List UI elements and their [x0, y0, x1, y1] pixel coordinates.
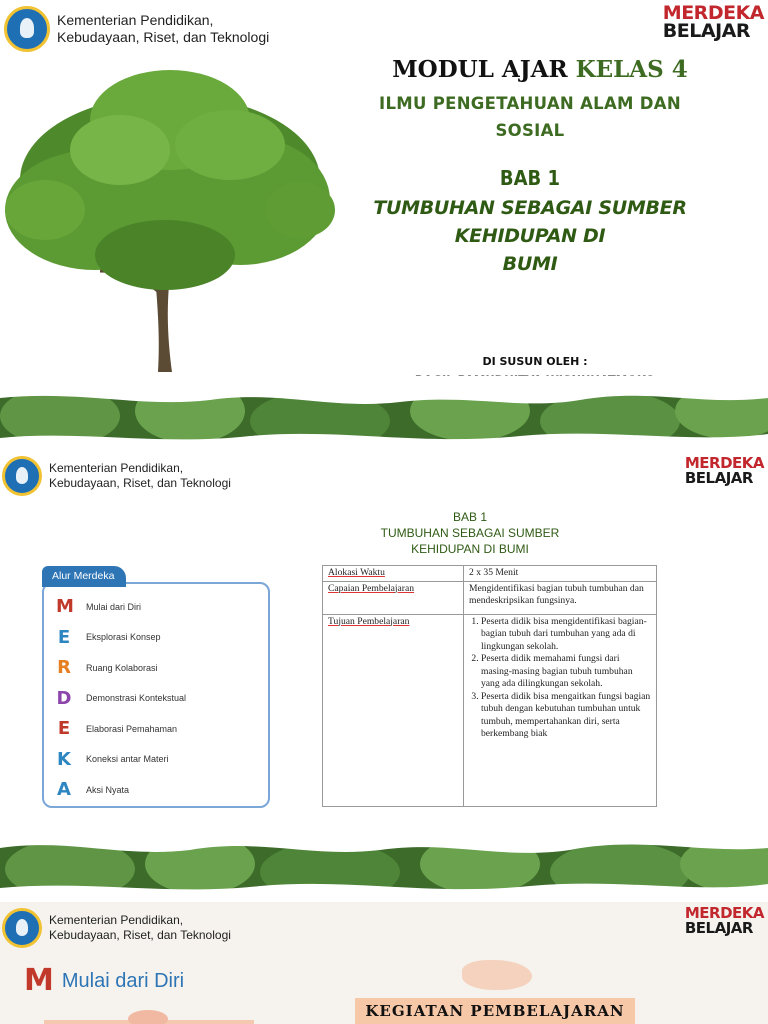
ministry-header — [2, 908, 231, 948]
alur-item-label: Aksi Nyata — [86, 784, 130, 795]
alur-item-label: Eksplorasi Konsep — [86, 632, 161, 642]
decorative-blob — [462, 960, 532, 990]
tree-illustration — [0, 60, 340, 380]
tut-wuri-handayani-logo-icon — [2, 908, 42, 948]
subject-title — [345, 90, 715, 144]
table-cell-value — [464, 614, 657, 806]
ministry-name-line1: Kementerian Pendidikan, — [49, 461, 184, 475]
ministry-name-line1: Kementerian Pendidikan, — [49, 913, 184, 927]
alur-letter-icon: A — [57, 779, 71, 800]
alur-letter-icon: K — [57, 748, 71, 770]
merdeka-belajar-logo — [685, 906, 764, 936]
table-cell-label: Capaian Pembelajaran — [323, 581, 464, 614]
mulai-dari-diri-heading — [24, 963, 185, 998]
alur-merdeka-tab: Alur Merdeka — [42, 566, 126, 587]
tut-wuri-handayani-logo-icon — [2, 456, 42, 496]
ministry-name-line2: Kebudayaan, Riset, dan Teknologi — [57, 29, 270, 45]
chapter-title-line2: BUMI — [502, 253, 558, 275]
alur-merdeka-item — [56, 657, 158, 678]
table-cell-value: 2 x 35 Menit — [464, 566, 657, 582]
list-item: 2. Peserta didik memahami fungsi dari masing-masing bagian tubuh tumbuhan yang ada dilingkungan sekolah. — [481, 653, 651, 691]
alur-merdeka-item — [56, 596, 141, 617]
table-cell-label: Tujuan Pembelajaran — [323, 614, 464, 806]
cover-slide — [0, 0, 768, 452]
ministry-name-line2: Kebudayaan, Riset, dan Teknologi — [49, 928, 231, 942]
table-cell-value: Mengidentifikasi bagian tubuh tumbuhan dan mendeskripsikan fungsinya. — [464, 581, 657, 614]
alur-letter-icon: E — [57, 626, 71, 648]
author-heading: DI SUSUN OLEH : — [482, 355, 588, 368]
alur-letter-icon: E — [57, 718, 71, 739]
alur-item-label: Mulai dari Diri — [86, 601, 142, 612]
leaves-footer-image — [0, 376, 768, 452]
alur-item-label: Elaborasi Pemahaman — [86, 723, 178, 734]
chapter-label: BAB 1 — [499, 166, 561, 190]
chapter-heading — [335, 509, 605, 557]
list-item: 1. Peserta didik bisa mengidentifikasi bagian-bagian tubuh dari tumbuhan yang ada di lingkungan sekolah. — [481, 616, 651, 654]
module-title — [355, 56, 725, 83]
kegiatan-pembelajaran-title: KEGIATAN PEMBELAJARAN — [365, 1002, 625, 1020]
learning-objectives-list — [469, 616, 651, 741]
merdeka-logo-line1: MERDEKA — [684, 904, 764, 922]
activity-slide — [0, 902, 768, 1024]
chapter-title-line1: TUMBUHAN SEBAGAI SUMBER — [380, 526, 560, 540]
decorative-blob — [128, 1010, 168, 1024]
alur-letter-icon: R — [57, 657, 71, 678]
alur-merdeka-item — [56, 627, 161, 648]
mulai-dari-diri-m-icon: M — [24, 963, 54, 998]
alur-item-label: Demonstrasi Kontekstual — [86, 693, 187, 703]
ministry-name — [49, 913, 231, 943]
alur-merdeka-item — [56, 688, 186, 709]
learning-info-table — [322, 565, 657, 807]
merdeka-belajar-logo — [663, 4, 764, 40]
mulai-dari-diri-label: Mulai dari Diri — [61, 969, 185, 992]
chapter-title — [340, 194, 720, 278]
merdeka-logo-line2: BELAJAR — [684, 919, 753, 937]
merdeka-logo-line2: BELAJAR — [684, 469, 753, 487]
ministry-header — [2, 456, 231, 496]
alur-merdeka-item — [56, 779, 129, 800]
tut-wuri-handayani-logo-icon — [4, 6, 50, 52]
alur-letter-icon: M — [56, 596, 74, 617]
merdeka-logo-line2: BELAJAR — [662, 20, 750, 42]
subject-line1: ILMU PENGETAHUAN ALAM DAN — [379, 94, 681, 113]
table-row — [323, 614, 657, 806]
chapter-title-line2: KEHIDUPAN DI BUMI — [411, 542, 529, 556]
ministry-name — [49, 461, 231, 491]
alur-merdeka-item — [56, 718, 177, 739]
alur-item-label: Ruang Kolaborasi — [86, 662, 158, 673]
chapter-title-line1: TUMBUHAN SEBAGAI SUMBER KEHIDUPAN DI — [373, 197, 687, 247]
alur-merdeka-item — [56, 749, 169, 770]
alur-item-label: Koneksi antar Materi — [86, 754, 169, 764]
merdeka-logo-line1: MERDEKA — [684, 454, 764, 472]
ministry-name — [57, 12, 269, 46]
ministry-name-line1: Kementerian Pendidikan, — [57, 12, 214, 28]
list-item: 3. Peserta didik bisa mengaitkan fungsi bagian tubuh dengan kebutuhan tumbuhan untuk tumbuh, mempertahankan diri, serta berkembang biak — [481, 691, 651, 741]
table-cell-label: Alokasi Waktu — [323, 566, 464, 582]
alur-letter-icon: D — [56, 687, 72, 709]
module-title-class: KELAS 4 — [575, 56, 688, 83]
ministry-name-line2: Kebudayaan, Riset, dan Teknologi — [49, 476, 231, 490]
merdeka-belajar-logo — [685, 456, 764, 486]
merdeka-logo-line1: MERDEKA — [662, 2, 764, 24]
module-title-main: MODUL AJAR — [392, 56, 568, 83]
chapter-label: BAB 1 — [452, 510, 488, 524]
table-row — [323, 581, 657, 614]
subject-line2: SOSIAL — [495, 121, 565, 140]
overview-slide — [0, 452, 768, 902]
ministry-header — [4, 6, 269, 52]
leaves-footer-image — [0, 824, 768, 902]
table-row — [323, 566, 657, 582]
